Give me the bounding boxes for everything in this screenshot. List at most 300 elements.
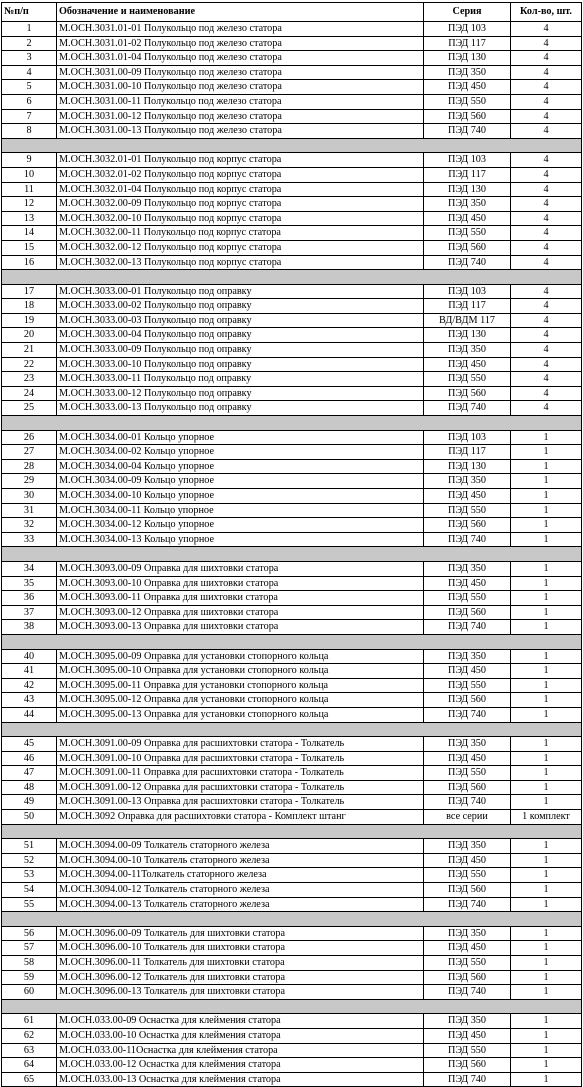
table-row — [2, 518, 582, 533]
row-number: 21 — [2, 343, 57, 358]
row-number: 59 — [2, 970, 57, 985]
table-row — [2, 956, 582, 971]
item-name: М.ОСН.3093.00-11 Оправка для шихтовки статора — [57, 591, 424, 606]
quantity-cell: 4 — [511, 255, 582, 270]
series-cell: ПЭД 117 — [424, 299, 511, 314]
separator-cell — [2, 270, 582, 285]
table-row — [2, 474, 582, 489]
group-separator — [2, 824, 582, 839]
quantity-cell: 1 — [511, 591, 582, 606]
series-cell: ПЭД 350 — [424, 737, 511, 752]
table-row — [2, 167, 582, 182]
row-number: 28 — [2, 459, 57, 474]
quantity-cell: 1 — [511, 693, 582, 708]
item-name: М.ОСН.3095.00-13 Оправка для установки стопорного кольца — [57, 707, 424, 722]
item-name: М.ОСН.3094.00-10 Толкатель статорного железа — [57, 853, 424, 868]
quantity-cell: 1 — [511, 795, 582, 810]
series-cell: ПЭД 560 — [424, 1058, 511, 1073]
row-number: 47 — [2, 766, 57, 781]
item-name: М.ОСН.3032.00-11 Полукольцо под корпус статора — [57, 226, 424, 241]
series-cell: ПЭД 130 — [424, 51, 511, 66]
table-row — [2, 941, 582, 956]
row-number: 53 — [2, 868, 57, 883]
series-cell: ПЭД 450 — [424, 1028, 511, 1043]
quantity-cell: 4 — [511, 36, 582, 51]
quantity-cell: 4 — [511, 65, 582, 80]
row-number: 43 — [2, 693, 57, 708]
series-cell: ПЭД 350 — [424, 1014, 511, 1029]
separator-cell — [2, 722, 582, 737]
quantity-cell: 4 — [511, 401, 582, 416]
row-number: 23 — [2, 372, 57, 387]
row-number: 2 — [2, 36, 57, 51]
series-cell: ПЭД 550 — [424, 226, 511, 241]
series-cell: ПЭД 740 — [424, 897, 511, 912]
row-number: 52 — [2, 853, 57, 868]
series-cell: ПЭД 550 — [424, 94, 511, 109]
row-number: 1 — [2, 22, 57, 37]
table-row — [2, 459, 582, 474]
row-number: 18 — [2, 299, 57, 314]
quantity-cell: 4 — [511, 240, 582, 255]
quantity-cell: 4 — [511, 357, 582, 372]
table-row — [2, 357, 582, 372]
row-number: 46 — [2, 751, 57, 766]
item-name: М.ОСН.3091.00-09 Оправка для расшихтовки статора - Толкатель — [57, 737, 424, 752]
row-number: 9 — [2, 153, 57, 168]
table-row — [2, 780, 582, 795]
item-name: М.ОСН.3095.00-11 Оправка для установки стопорного кольца — [57, 678, 424, 693]
table-row — [2, 751, 582, 766]
parts-table — [1, 2, 582, 1087]
item-name: М.ОСН.3033.00-01 Полукольцо под оправку — [57, 284, 424, 299]
series-cell: ПЭД 740 — [424, 532, 511, 547]
quantity-cell: 1 — [511, 926, 582, 941]
table-row — [2, 795, 582, 810]
series-cell: ПЭД 740 — [424, 124, 511, 139]
quantity-cell: 4 — [511, 124, 582, 139]
separator-cell — [2, 634, 582, 649]
quantity-cell: 1 — [511, 561, 582, 576]
row-number: 51 — [2, 839, 57, 854]
series-cell: ПЭД 350 — [424, 926, 511, 941]
series-cell: ПЭД 103 — [424, 22, 511, 37]
table-row — [2, 386, 582, 401]
table-row — [2, 109, 582, 124]
series-cell: ПЭД 450 — [424, 211, 511, 226]
item-name: М.ОСН.033.00-09 Оснастка для клеймения статора — [57, 1014, 424, 1029]
item-name: М.ОСН.3032.00-10 Полукольцо под корпус статора — [57, 211, 424, 226]
item-name: М.ОСН.3034.00-11 Кольцо упорное — [57, 503, 424, 518]
quantity-cell: 4 — [511, 284, 582, 299]
table-row — [2, 489, 582, 504]
table-row — [2, 299, 582, 314]
series-cell: ПЭД 117 — [424, 445, 511, 460]
quantity-cell: 4 — [511, 109, 582, 124]
quantity-cell: 4 — [511, 328, 582, 343]
row-number: 20 — [2, 328, 57, 343]
quantity-cell: 1 — [511, 474, 582, 489]
item-name: М.ОСН.3096.00-10 Толкатель для шихтовки статора — [57, 941, 424, 956]
quantity-cell: 1 — [511, 853, 582, 868]
table-row — [2, 678, 582, 693]
quantity-cell: 1 — [511, 445, 582, 460]
row-number: 54 — [2, 883, 57, 898]
table-row — [2, 51, 582, 66]
item-name: М.ОСН.3031.00-09 Полукольцо под железо статора — [57, 65, 424, 80]
item-name: М.ОСН.033.00-13 Оснастка для клеймения статора — [57, 1072, 424, 1087]
quantity-cell: 1 — [511, 1058, 582, 1073]
quantity-cell: 4 — [511, 167, 582, 182]
item-name: М.ОСН.3034.00-02 Кольцо упорное — [57, 445, 424, 460]
series-cell: ПЭД 350 — [424, 474, 511, 489]
item-name: М.ОСН.3095.00-09 Оправка для установки стопорного кольца — [57, 649, 424, 664]
row-number: 13 — [2, 211, 57, 226]
series-cell: ПЭД 740 — [424, 401, 511, 416]
table-row — [2, 766, 582, 781]
quantity-cell: 1 — [511, 489, 582, 504]
row-number: 24 — [2, 386, 57, 401]
quantity-cell: 1 — [511, 459, 582, 474]
series-cell: все серии — [424, 810, 511, 825]
group-separator — [2, 270, 582, 285]
quantity-cell: 1 — [511, 1072, 582, 1087]
quantity-cell: 1 — [511, 620, 582, 635]
row-number: 62 — [2, 1028, 57, 1043]
row-number: 16 — [2, 255, 57, 270]
table-row — [2, 897, 582, 912]
table-row — [2, 605, 582, 620]
item-name: М.ОСН.3034.00-01 Кольцо упорное — [57, 430, 424, 445]
row-number: 61 — [2, 1014, 57, 1029]
table-row — [2, 1028, 582, 1043]
series-cell: ПЭД 560 — [424, 605, 511, 620]
row-number: 48 — [2, 780, 57, 795]
row-number: 10 — [2, 167, 57, 182]
group-separator — [2, 912, 582, 927]
separator-cell — [2, 999, 582, 1014]
table-body — [2, 22, 582, 1087]
row-number: 30 — [2, 489, 57, 504]
table-row — [2, 737, 582, 752]
series-cell: ПЭД 450 — [424, 664, 511, 679]
item-name: М.ОСН.3032.00-12 Полукольцо под корпус статора — [57, 240, 424, 255]
quantity-cell: 4 — [511, 153, 582, 168]
item-name: М.ОСН.3031.00-10 Полукольцо под железо статора — [57, 80, 424, 95]
table-row — [2, 153, 582, 168]
item-name: М.ОСН.3031.00-13 Полукольцо под железо статора — [57, 124, 424, 139]
row-number: 32 — [2, 518, 57, 533]
row-number: 35 — [2, 576, 57, 591]
row-number: 8 — [2, 124, 57, 139]
quantity-cell: 1 — [511, 678, 582, 693]
item-name: М.ОСН.033.00-11Оснастка для клеймения статора — [57, 1043, 424, 1058]
item-name: М.ОСН.3033.00-09 Полукольцо под оправку — [57, 343, 424, 358]
series-cell: ПЭД 450 — [424, 853, 511, 868]
item-name: М.ОСН.3094.00-12 Толкатель статорного железа — [57, 883, 424, 898]
item-name: М.ОСН.3094.00-09 Толкатель статорного железа — [57, 839, 424, 854]
table-row — [2, 561, 582, 576]
quantity-cell: 1 комплект — [511, 810, 582, 825]
quantity-cell: 4 — [511, 94, 582, 109]
quantity-cell: 1 — [511, 664, 582, 679]
table-row — [2, 65, 582, 80]
item-name: М.ОСН.3034.00-13 Кольцо упорное — [57, 532, 424, 547]
quantity-cell: 1 — [511, 941, 582, 956]
item-name: М.ОСН.3093.00-10 Оправка для шихтовки статора — [57, 576, 424, 591]
row-number: 49 — [2, 795, 57, 810]
item-name: М.ОСН.3034.00-04 Кольцо упорное — [57, 459, 424, 474]
series-cell: ПЭД 550 — [424, 1043, 511, 1058]
series-cell: ПЭД 450 — [424, 941, 511, 956]
quantity-cell: 1 — [511, 956, 582, 971]
series-cell: ПЭД 117 — [424, 36, 511, 51]
row-number: 40 — [2, 649, 57, 664]
item-name: М.ОСН.033.00-10 Оснастка для клеймения статора — [57, 1028, 424, 1043]
quantity-cell: 1 — [511, 532, 582, 547]
header-name: Обозначение и наименование — [57, 3, 424, 22]
quantity-cell: 4 — [511, 343, 582, 358]
item-name: М.ОСН.3096.00-09 Толкатель для шихтовки статора — [57, 926, 424, 941]
header-quantity: Кол-во, шт. — [511, 3, 582, 22]
series-cell: ПЭД 740 — [424, 620, 511, 635]
item-name: М.ОСН.033.00-12 Оснастка для клеймения статора — [57, 1058, 424, 1073]
item-name: М.ОСН.3033.00-03 Полукольцо под оправку — [57, 313, 424, 328]
series-cell: ВД/ВДМ 117 — [424, 313, 511, 328]
quantity-cell: 4 — [511, 313, 582, 328]
series-cell: ПЭД 550 — [424, 503, 511, 518]
item-name: М.ОСН.3033.00-13 Полукольцо под оправку — [57, 401, 424, 416]
row-number: 19 — [2, 313, 57, 328]
table-header — [2, 3, 582, 22]
separator-cell — [2, 824, 582, 839]
quantity-cell: 1 — [511, 576, 582, 591]
table-row — [2, 1014, 582, 1029]
row-number: 33 — [2, 532, 57, 547]
item-name: М.ОСН.3032.00-13 Полукольцо под корпус статора — [57, 255, 424, 270]
table-row — [2, 343, 582, 358]
quantity-cell: 1 — [511, 1028, 582, 1043]
quantity-cell: 4 — [511, 80, 582, 95]
table-row — [2, 240, 582, 255]
table-row — [2, 810, 582, 825]
row-number: 17 — [2, 284, 57, 299]
series-cell: ПЭД 550 — [424, 956, 511, 971]
series-cell: ПЭД 103 — [424, 284, 511, 299]
series-cell: ПЭД 560 — [424, 109, 511, 124]
series-cell: ПЭД 130 — [424, 328, 511, 343]
quantity-cell: 1 — [511, 766, 582, 781]
quantity-cell: 1 — [511, 985, 582, 1000]
quantity-cell: 1 — [511, 518, 582, 533]
quantity-cell: 1 — [511, 605, 582, 620]
series-cell: ПЭД 550 — [424, 591, 511, 606]
quantity-cell: 4 — [511, 211, 582, 226]
table-row — [2, 1072, 582, 1087]
series-cell: ПЭД 450 — [424, 576, 511, 591]
item-name: М.ОСН.3093.00-13 Оправка для шихтовки статора — [57, 620, 424, 635]
item-name: М.ОСН.3095.00-12 Оправка для установки стопорного кольца — [57, 693, 424, 708]
row-number: 38 — [2, 620, 57, 635]
quantity-cell: 1 — [511, 970, 582, 985]
row-number: 6 — [2, 94, 57, 109]
series-cell: ПЭД 350 — [424, 197, 511, 212]
row-number: 5 — [2, 80, 57, 95]
row-number: 25 — [2, 401, 57, 416]
row-number: 3 — [2, 51, 57, 66]
group-separator — [2, 722, 582, 737]
series-cell: ПЭД 350 — [424, 65, 511, 80]
group-separator — [2, 999, 582, 1014]
item-name: М.ОСН.3031.00-11 Полукольцо под железо статора — [57, 94, 424, 109]
separator-cell — [2, 547, 582, 562]
group-separator — [2, 547, 582, 562]
header-series: Серия — [424, 3, 511, 22]
quantity-cell: 1 — [511, 707, 582, 722]
series-cell: ПЭД 450 — [424, 751, 511, 766]
row-number: 11 — [2, 182, 57, 197]
quantity-cell: 1 — [511, 430, 582, 445]
quantity-cell: 4 — [511, 182, 582, 197]
series-cell: ПЭД 103 — [424, 153, 511, 168]
group-separator — [2, 634, 582, 649]
group-separator — [2, 416, 582, 431]
item-name: М.ОСН.3032.00-09 Полукольцо под корпус статора — [57, 197, 424, 212]
table-row — [2, 883, 582, 898]
item-name: М.ОСН.3032.01-02 Полукольцо под корпус статора — [57, 167, 424, 182]
table-row — [2, 926, 582, 941]
item-name: М.ОСН.3093.00-12 Оправка для шихтовки статора — [57, 605, 424, 620]
row-number: 50 — [2, 810, 57, 825]
row-number: 14 — [2, 226, 57, 241]
table-row — [2, 853, 582, 868]
row-number: 4 — [2, 65, 57, 80]
table-row — [2, 372, 582, 387]
quantity-cell: 4 — [511, 386, 582, 401]
row-number: 12 — [2, 197, 57, 212]
table-row — [2, 985, 582, 1000]
series-cell: ПЭД 550 — [424, 372, 511, 387]
series-cell: ПЭД 103 — [424, 430, 511, 445]
item-name: М.ОСН.3032.01-01 Полукольцо под корпус статора — [57, 153, 424, 168]
series-cell: ПЭД 550 — [424, 678, 511, 693]
series-cell: ПЭД 350 — [424, 343, 511, 358]
series-cell: ПЭД 450 — [424, 489, 511, 504]
item-name: М.ОСН.3033.00-04 Полукольцо под оправку — [57, 328, 424, 343]
item-name: М.ОСН.3091.00-13 Оправка для расшихтовки статора - Толкатель — [57, 795, 424, 810]
quantity-cell: 4 — [511, 372, 582, 387]
series-cell: ПЭД 550 — [424, 868, 511, 883]
row-number: 65 — [2, 1072, 57, 1087]
series-cell: ПЭД 740 — [424, 795, 511, 810]
table-row — [2, 124, 582, 139]
row-number: 22 — [2, 357, 57, 372]
table-row — [2, 255, 582, 270]
series-cell: ПЭД 560 — [424, 970, 511, 985]
quantity-cell: 1 — [511, 897, 582, 912]
row-number: 27 — [2, 445, 57, 460]
separator-cell — [2, 416, 582, 431]
row-number: 37 — [2, 605, 57, 620]
item-name: М.ОСН.3033.00-02 Полукольцо под оправку — [57, 299, 424, 314]
item-name: М.ОСН.3091.00-11 Оправка для расшихтовки статора - Толкатель — [57, 766, 424, 781]
row-number: 57 — [2, 941, 57, 956]
item-name: М.ОСН.3034.00-10 Кольцо упорное — [57, 489, 424, 504]
row-number: 29 — [2, 474, 57, 489]
table-row — [2, 693, 582, 708]
table-row — [2, 591, 582, 606]
quantity-cell: 1 — [511, 868, 582, 883]
row-number: 58 — [2, 956, 57, 971]
row-number: 60 — [2, 985, 57, 1000]
header-row — [2, 3, 582, 22]
row-number: 7 — [2, 109, 57, 124]
item-name: М.ОСН.3033.00-11 Полукольцо под оправку — [57, 372, 424, 387]
series-cell: ПЭД 740 — [424, 985, 511, 1000]
row-number: 42 — [2, 678, 57, 693]
group-separator — [2, 138, 582, 153]
item-name: М.ОСН.3092 Оправка для расшихтовки статора - Комплект штанг — [57, 810, 424, 825]
row-number: 44 — [2, 707, 57, 722]
row-number: 31 — [2, 503, 57, 518]
item-name: М.ОСН.3096.00-13 Толкатель для шихтовки статора — [57, 985, 424, 1000]
series-cell: ПЭД 130 — [424, 182, 511, 197]
table-row — [2, 1043, 582, 1058]
table-row — [2, 576, 582, 591]
table-row — [2, 36, 582, 51]
series-cell: ПЭД 450 — [424, 80, 511, 95]
item-name: М.ОСН.3096.00-12 Толкатель для шихтовки статора — [57, 970, 424, 985]
quantity-cell: 4 — [511, 51, 582, 66]
table-row — [2, 707, 582, 722]
row-number: 56 — [2, 926, 57, 941]
table-row — [2, 445, 582, 460]
table-row — [2, 197, 582, 212]
item-name: М.ОСН.3031.01-01 Полукольцо под железо статора — [57, 22, 424, 37]
item-name: М.ОСН.3096.00-11 Толкатель для шихтовки статора — [57, 956, 424, 971]
item-name: М.ОСН.3091.00-10 Оправка для расшихтовки статора - Толкатель — [57, 751, 424, 766]
row-number: 55 — [2, 897, 57, 912]
series-cell: ПЭД 740 — [424, 707, 511, 722]
table-row — [2, 503, 582, 518]
row-number: 64 — [2, 1058, 57, 1073]
table-row — [2, 1058, 582, 1073]
table-row — [2, 401, 582, 416]
quantity-cell: 1 — [511, 883, 582, 898]
table-row — [2, 284, 582, 299]
series-cell: ПЭД 350 — [424, 561, 511, 576]
table-row — [2, 182, 582, 197]
table-row — [2, 226, 582, 241]
series-cell: ПЭД 560 — [424, 240, 511, 255]
quantity-cell: 1 — [511, 751, 582, 766]
quantity-cell: 4 — [511, 197, 582, 212]
item-name: М.ОСН.3032.01-04 Полукольцо под корпус статора — [57, 182, 424, 197]
table-row — [2, 430, 582, 445]
series-cell: ПЭД 560 — [424, 693, 511, 708]
item-name: М.ОСН.3091.00-12 Оправка для расшихтовки статора - Толкатель — [57, 780, 424, 795]
table-row — [2, 868, 582, 883]
item-name: М.ОСН.3093.00-09 Оправка для шихтовки статора — [57, 561, 424, 576]
quantity-cell: 1 — [511, 839, 582, 854]
quantity-cell: 4 — [511, 22, 582, 37]
table-row — [2, 532, 582, 547]
item-name: М.ОСН.3034.00-12 Кольцо упорное — [57, 518, 424, 533]
row-number: 45 — [2, 737, 57, 752]
series-cell: ПЭД 117 — [424, 167, 511, 182]
series-cell: ПЭД 130 — [424, 459, 511, 474]
separator-cell — [2, 912, 582, 927]
